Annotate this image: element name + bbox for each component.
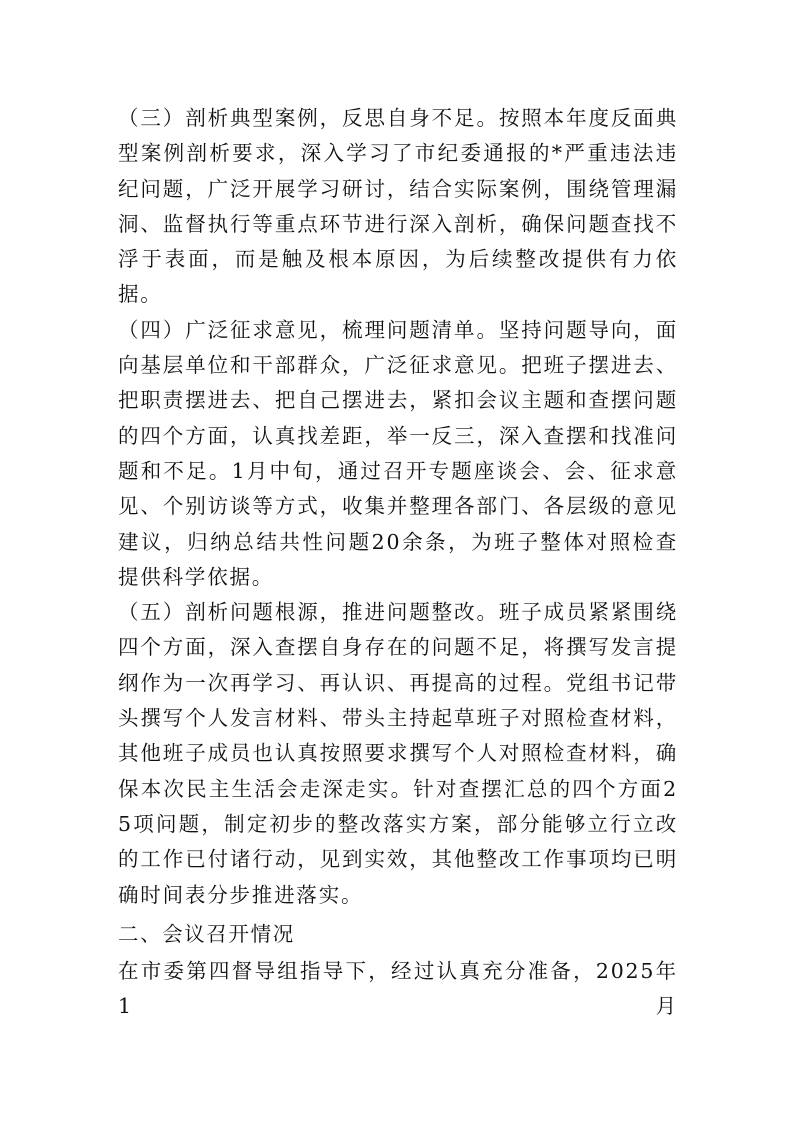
section-heading-meeting: 二、会议召开情况	[118, 921, 295, 946]
document-body	[118, 101, 678, 1025]
paragraph-section-3: （三）剖析典型案例，反思自身不足。按照本年度反面典型案例剖析要求，深入学习了市纪委通报的*严重违法违纪问题，广泛开展学习研讨，结合实际案例，围绕管理漏洞、监督执行等重点环节进行深入剖析，确保问题查找不浮于表面，而是触及根本原因，为后续整改提供有力依据。	[118, 106, 678, 307]
paragraph-section-5: （五）剖析问题根源，推进问题整改。班子成员紧紧围绕四个方面，深入查摆自身存在的问题不足，将撰写发言提纲作为一次再学习、再认识、再提高的过程。党组书记带头撰写个人发言材料、带头主持起草班子对照检查材料，其他班子成员也认真按照要求撰写个人对照检查材料，确保本次民主生活会走深走实。针对查摆汇总的四个方面25项问题，制定初步的整改落实方案，部分能够立行立改的工作已付诸行动，见到实效，其他整改工作事项均已明确时间表分步推进落实。	[118, 600, 678, 907]
paragraph-meeting-intro: 在市委第四督导组指导下，经过认真充分准备，2025年1月	[118, 959, 678, 1019]
paragraph-section-4: （四）广泛征求意见，梳理问题清单。坚持问题导向，面向基层单位和干部群众，广泛征求意见。把班子摆进去、把职责摆进去、把自己摆进去，紧扣会议主题和查摆问题的四个方面，认真找差距，举一反三，深入查摆和找准问题和不足。1月中旬，通过召开专题座谈会、会、征求意见、个别访谈等方式，收集并整理各部门、各层级的意见建议，归纳总结共性问题20余条，为班子整体对照检查提供科学依据。	[118, 317, 678, 589]
